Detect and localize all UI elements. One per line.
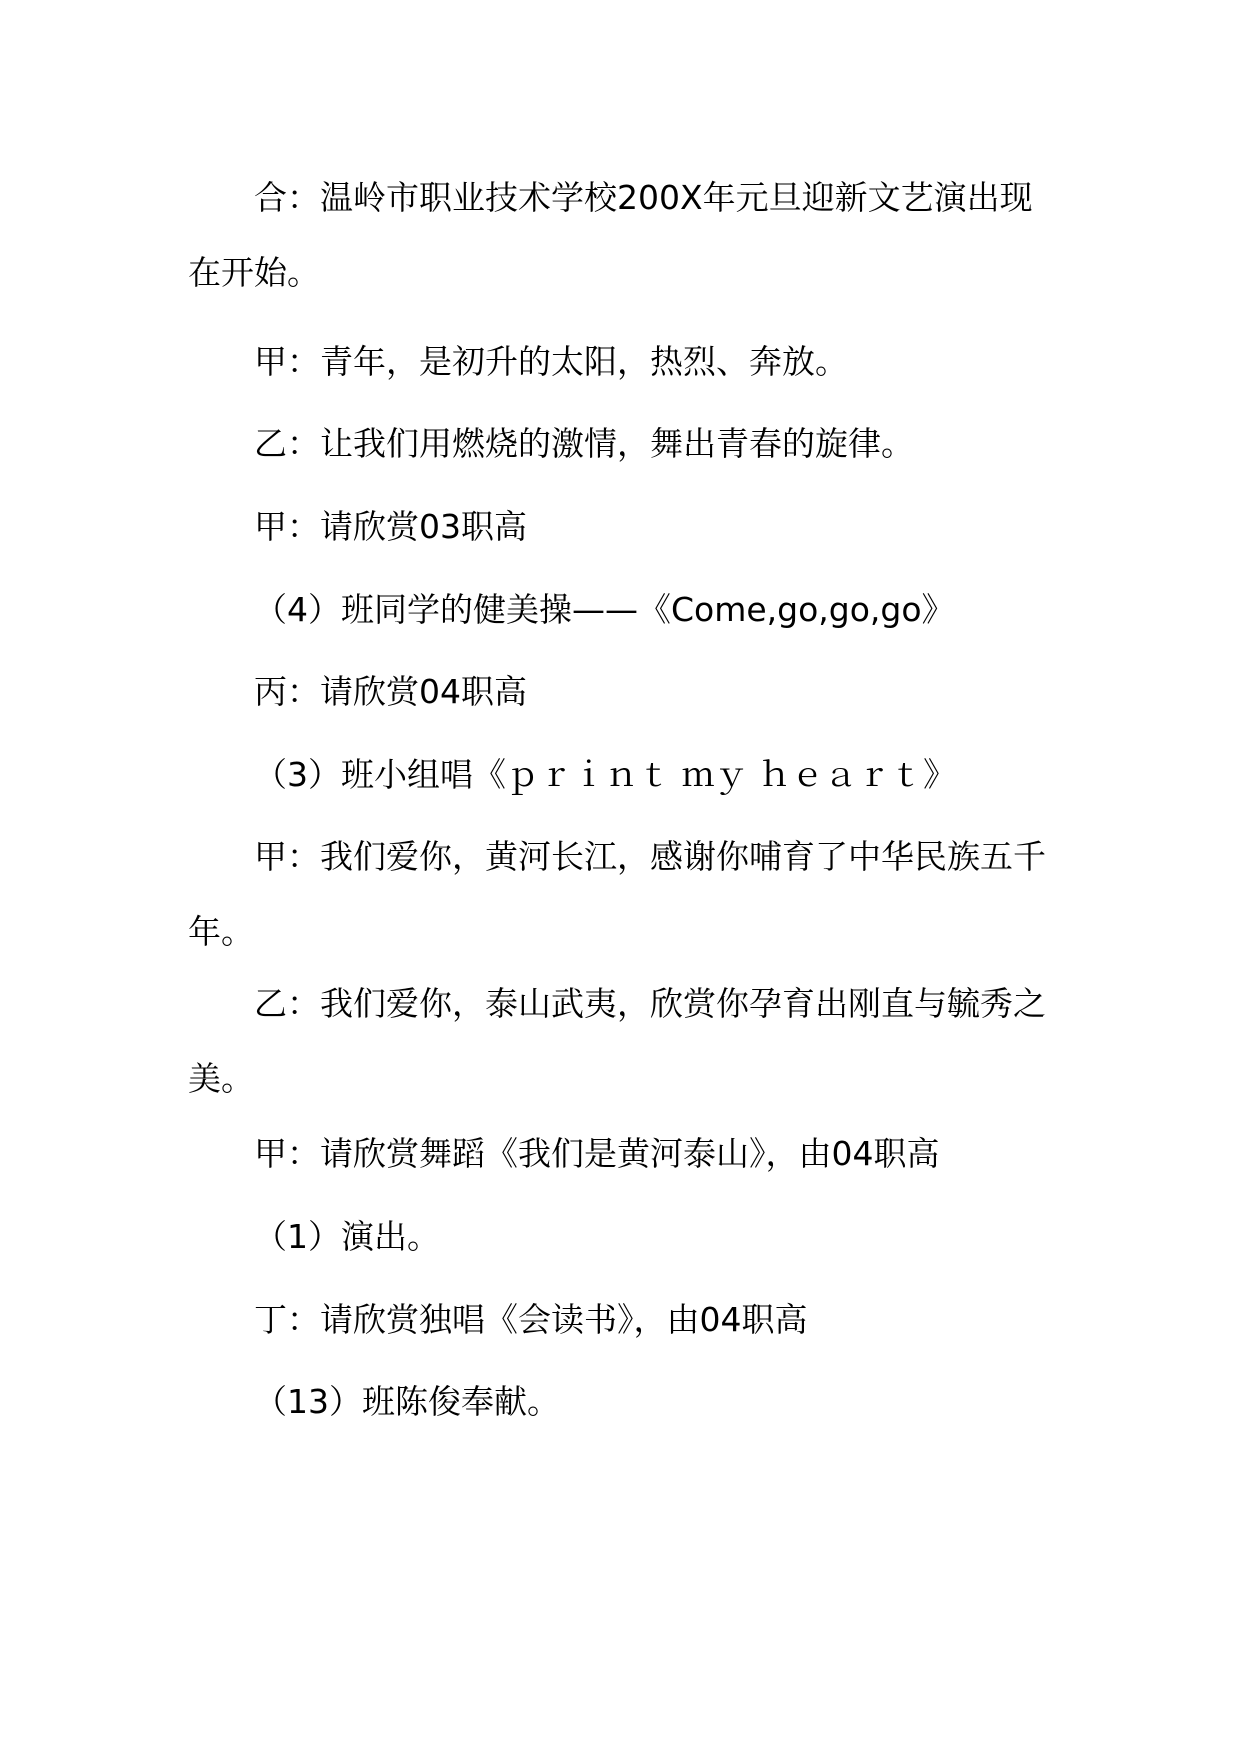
- paragraph-solo-performer: （13）班陈俊奉献。: [254, 1382, 560, 1421]
- paragraph-jia-yellow-river: 甲：我们爱你，黄河长江，感谢你哺育了中华民族五千年。: [188, 837, 1046, 951]
- paragraph-bing-invite-04: 丙：请欣赏04职高: [254, 672, 527, 711]
- paragraph-aerobics-act: （4）班同学的健美操——《Come,go,go,go》: [254, 590, 955, 629]
- paragraph-dance-performer: （1）演出。: [254, 1217, 440, 1256]
- paragraph-yi-passion: 乙：让我们用燃烧的激情，舞出青春的旋律。: [254, 424, 914, 463]
- paragraph-jia-dance-invite: 甲：请欣赏舞蹈《我们是黄河泰山》，由04职高: [254, 1134, 940, 1173]
- paragraph-group-song-act: （3）班小组唱《ｐｒｉｎｔ ｍｙ ｈｅａｒｔ》: [254, 755, 956, 794]
- paragraph-yi-taishan: 乙：我们爱你，泰山武夷，欣赏你孕育出刚直与毓秀之美。: [188, 984, 1046, 1098]
- paragraph-opening: 合：温岭市职业技术学校200X年元旦迎新文艺演出现在开始。: [188, 178, 1033, 292]
- paragraph-jia-youth: 甲：青年，是初升的太阳，热烈、奔放。: [254, 342, 848, 381]
- paragraph-jia-invite-03: 甲：请欣赏03职高: [254, 507, 527, 546]
- paragraph-ding-solo-invite: 丁：请欣赏独唱《会读书》，由04职高: [254, 1300, 808, 1339]
